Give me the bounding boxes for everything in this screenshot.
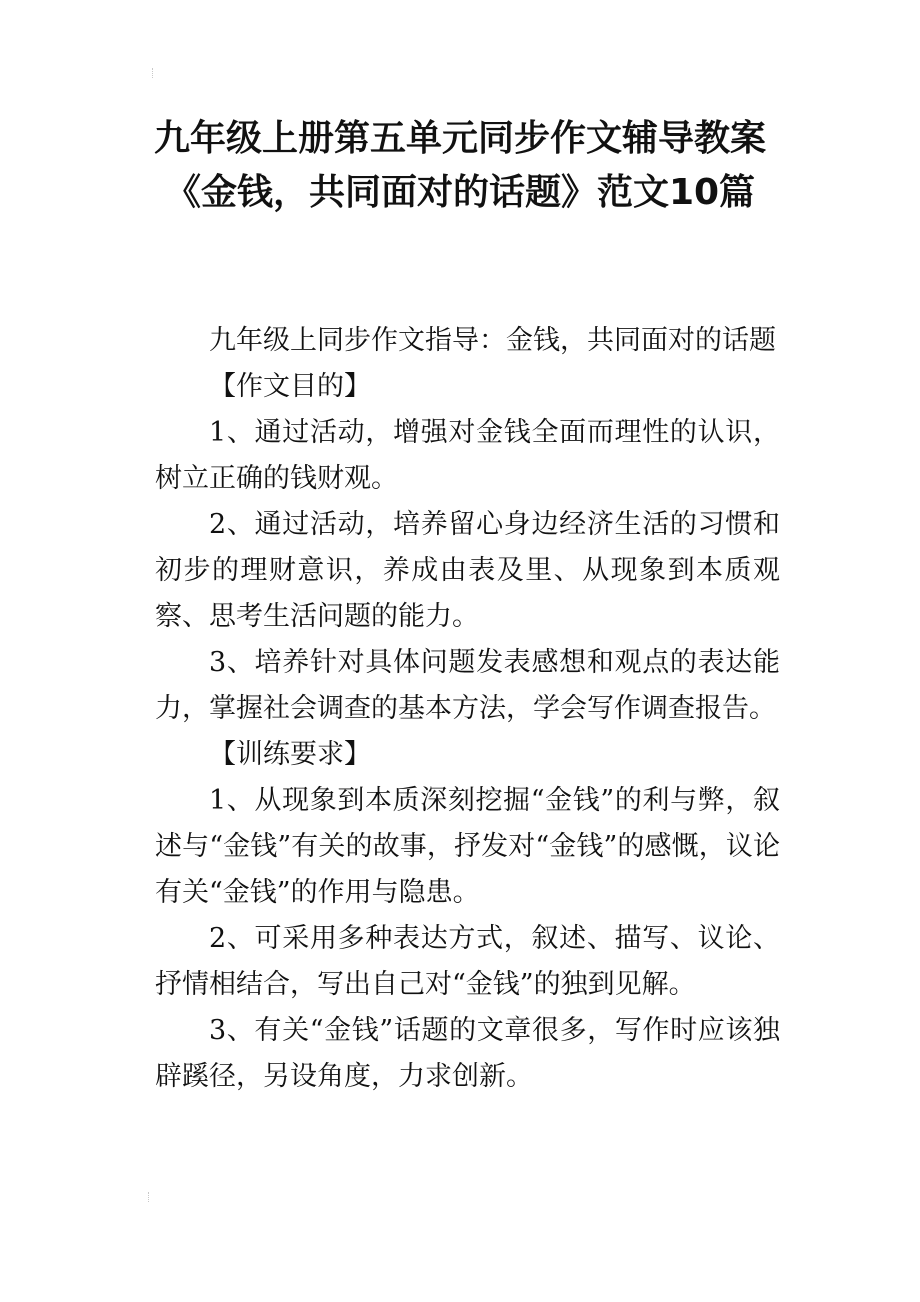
document-body [155,318,780,1100]
corner-mark-bottom [148,1192,155,1202]
requirement-item: 3、有关“金钱”话题的文章很多，写作时应该独辟蹊径，另设角度，力求创新。 [155,1015,780,1092]
requirement-item: 1、从现象到本质深刻挖掘“金钱”的利与弊，叙述与“金钱”有关的故事，抒发对“金钱”的感慨，议论有关“金钱”的作用与隐患。 [155,785,780,908]
subtitle-paragraph: 九年级上同步作文指导：金钱，共同面对的话题 [209,325,776,356]
section-heading-requirements: 【训练要求】 [209,739,371,770]
requirement-item: 2、可采用多种表达方式，叙述、描写、议论、抒情相结合，写出自己对“金钱”的独到见解。 [155,923,780,1000]
section-heading-goal: 【作文目的】 [209,371,371,402]
goal-item: 2、通过活动，培养留心身边经济生活的习惯和初步的理财意识，养成由表及里、从现象到本质观察、思考生活问题的能力。 [155,509,780,632]
document-title: 九年级上册第五单元同步作文辅导教案《金钱，共同面对的话题》范文10篇 [153,118,766,213]
goal-item: 1、通过活动，增强对金钱全面而理性的认识，树立正确的钱财观。 [155,417,780,494]
goal-item: 3、培养针对具体问题发表感想和观点的表达能力，掌握社会调查的基本方法，学会写作调查报告。 [155,647,780,724]
corner-mark-top [152,68,159,78]
